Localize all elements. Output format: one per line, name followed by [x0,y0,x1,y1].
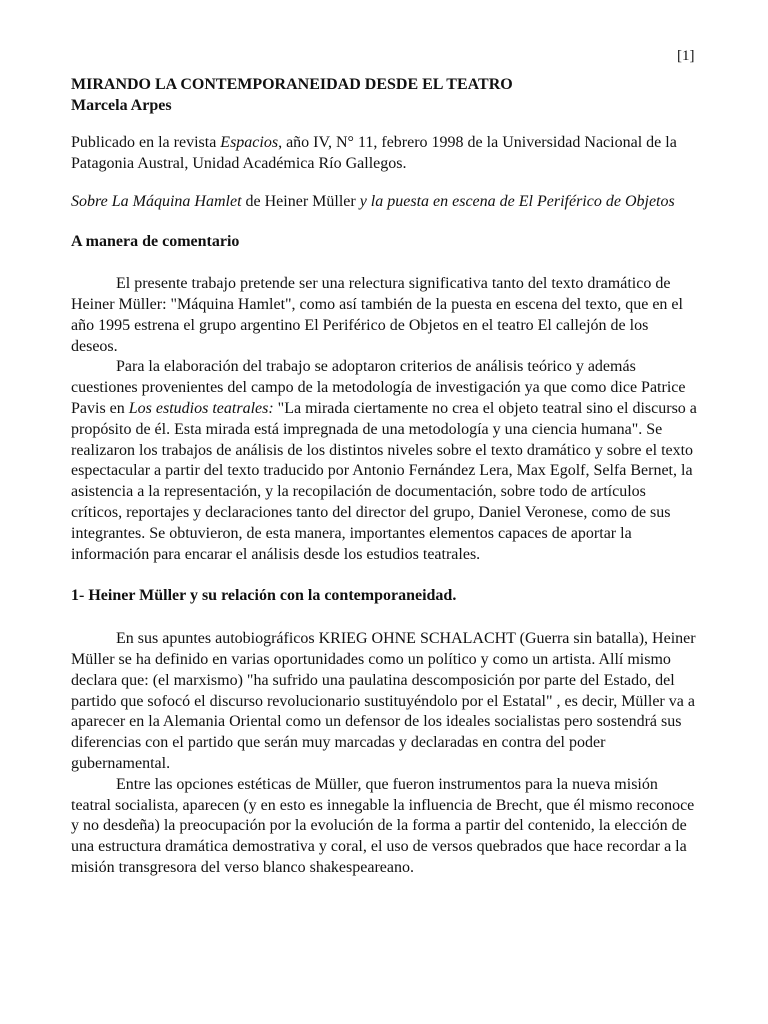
subject-author: de Heiner Müller [241,192,360,210]
paragraph-text: Para la elaboración del trabajo se adoptaron criterios de análisis teórico y además cuestiones provenientes del campo de la metodología de investigación ya que como dice Patrice Pavis en [71,358,686,417]
document-body [71,74,697,879]
publication-prefix: Publicado en la revista [71,134,221,151]
subject-note [71,192,697,213]
section-heading-contemporaneidad: 1- Heiner Müller y su relación con la contemporaneidad. [71,587,457,605]
journal-name: Espacios [220,134,279,151]
subject-staging: y la puesta en escena de El Periférico de Objetos [359,192,675,210]
paragraph-text: "La mirada ciertamente no crea el objeto teatral sino el discurso a propósito de él. Esta mirada está impregnada de una metodología y una ciencia humana". Se realizaron los trabajos de análisis de los distintos niveles sobre el texto dramático y sobre el texto espectacular a partir del texto traducido por Antonio Fernández Lera, Max Egolf, Selfa Bernet, la asistencia a la representación, y la recopilación de documentación, sobre todo de artículos críticos, reportajes y declaraciones tanto del director del grupo, Daniel Veronese, como de sus integrantes. Se obtuvieron, de esta manera, importantes elementos capaces de aportar la información para encarar el análisis desde los estudios teatrales. [71,399,697,563]
paragraph: En sus apuntes autobiográficos KRIEG OHNE SCHALACHT (Guerra sin batalla), Heiner Müller se ha definido en varias oportunidades como un político y como un artista. Allí mismo declara que: (el marxismo) "ha sufrido una paulatina descomposición por parte del Estado, del partido que sofocó el discurso revolucionario sustituyéndolo por el Estatal" , es decir, Müller va a aparecer en la Alemania Oriental como un defensor de los ideales socialistas pero sostendrá sus diferencias con el partido que serán muy marcadas y declaradas en contra del poder gubernamental. [71,630,696,772]
document-author: Marcela Arpes [71,97,172,114]
paragraph: El presente trabajo pretende ser una relectura significativa tanto del texto dramático de Heiner Müller: "Máquina Hamlet", como así también de la puesta en escena del texto, que en el año 1995 estrena el grupo argentino El Periférico de Objetos en el teatro El callejón de los deseos. [71,275,683,355]
page-number: [1] [677,48,695,64]
paragraph [71,357,697,565]
subject-work: Sobre La Máquina Hamlet [71,192,242,210]
document-title: MIRANDO LA CONTEMPORANEIDAD DESDE EL TEATRO [71,76,513,93]
publication-note [71,133,697,175]
cited-work: Los estudios teatrales: [128,399,274,417]
publication-suffix: , año IV, N° 11, febrero 1998 de la Universidad Nacional de la Patagonia Austral, Unidad Académica Río Gallegos. [71,134,677,172]
section-heading-comentario: A manera de comentario [71,233,240,251]
paragraph: Entre las opciones estéticas de Müller, que fueron instrumentos para la nueva misión teatral socialista, aparecen (y en esto es innegable la influencia de Brecht, que él mismo reconoce y no desdeña) la preocupación por la evolución de la forma a partir del contenido, la elección de una estructura dramática demostrativa y coral, el uso de versos quebrados que hace recordar a la misión transgresora del verso blanco shakespeareano. [71,775,695,876]
